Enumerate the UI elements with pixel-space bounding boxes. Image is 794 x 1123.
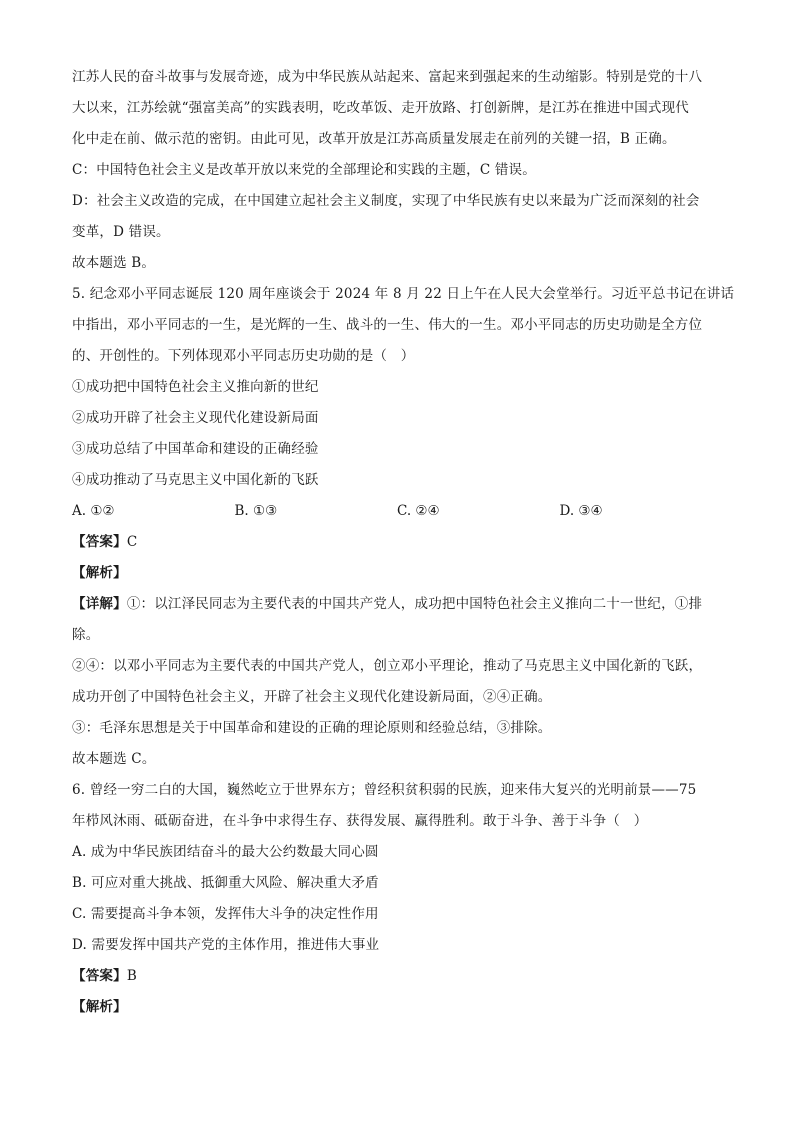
text-line: D：社会主义改造的完成，在中国建立起社会主义制度，实现了中华民族有史以来最为广泛而深刻的社会 [72,193,700,209]
statement-item: ①成功把中国特色社会主义推向新的世纪 [72,379,319,395]
text-line: 成功开创了中国特色社会主义，开辟了社会主义现代化建设新局面，②④正确。 [72,689,552,705]
analysis-label: 【解析】 [72,565,127,581]
previous-question-explanation [72,62,722,279]
detail-label: 【详解】 [72,596,127,612]
option-b: B. ①③ [234,503,278,519]
answer-label: 【答案】 [72,534,127,550]
text-line: 江苏人民的奋斗故事与发展奇迹，成为中华民族从站起来、富起来到强起来的生动缩影。特别是党的十八 [72,69,703,85]
analysis-line [72,558,722,589]
text-line: ③：毛泽东思想是关于中国革命和建设的正确的理论原则和经验总结，③排除。 [72,720,552,736]
text-line: 变革，D 错误。 [72,224,170,240]
text-line: 大以来，江苏绘就“强富美高”的实践表明，吃改革饭、走开放路、打创新牌，是江苏在推进中国式现代 [72,100,690,116]
question-stem-line: 年栉风沐雨、砥砺奋进，在斗争中求得生存、获得发展、赢得胜利。敢于斗争、善于斗争（ ） [72,813,648,829]
detail-text: ①：以江泽民同志为主要代表的中国共产党人，成功把中国特色社会主义推向二十一世纪，①排 [126,596,703,612]
analysis-line [72,992,722,1023]
text-line: 故本题选 B。 [72,255,156,271]
statement-item: ②成功开辟了社会主义现代化建设新局面 [72,410,319,426]
text-line: 除。 [72,627,100,643]
answer-value: B [126,968,137,984]
answer-value: C [126,534,138,550]
question-6 [72,775,722,1023]
text-line: C：中国特色社会主义是改革开放以来党的全部理论和实践的主题，C 错误。 [72,162,536,178]
option-d: D. ③④ [559,503,603,519]
text-line: 化中走在前、做示范的密钥。由此可见，改革开放是江苏高质量发展走在前列的关键一招，B 正确。 [72,131,676,147]
option-c: C. ②④ [397,503,440,519]
analysis-label: 【解析】 [72,999,127,1015]
question-stem-line: 5. 纪念邓小平同志诞辰 120 周年座谈会于 2024 年 8 月 22 日上午在人民大会堂举行。习近平总书记在讲话 [72,286,735,302]
statement-item: ③成功总结了中国革命和建设的正确经验 [72,441,319,457]
option-c: C. 需要提高斗争本领，发挥伟大斗争的决定性作用 [72,906,379,922]
option-b: B. 可应对重大挑战、抵御重大风险、解决重大矛盾 [72,875,379,891]
question-stem-line: 中指出，邓小平同志的一生，是光辉的一生、战斗的一生、伟大的一生。邓小平同志的历史功勋是全方位 [72,317,703,333]
option-a: A. ①② [72,503,115,519]
option-d: D. 需要发挥中国共产党的主体作用，推进伟大事业 [72,937,380,953]
document-page [72,62,735,1023]
option-a: A. 成为中华民族团结奋斗的最大公约数最大同心圆 [72,844,379,860]
text-line: 故本题选 C。 [72,751,156,767]
answer-label: 【答案】 [72,968,127,984]
question-5 [72,279,735,775]
detail-line [72,589,722,620]
answer-options [72,496,722,527]
text-line: ②④：以邓小平同志为主要代表的中国共产党人，创立邓小平理论，推动了马克思主义中国化新的飞跃， [72,658,703,674]
answer-line [72,961,722,992]
answer-line [72,527,722,558]
question-stem-line: 6. 曾经一穷二白的大国，巍然屹立于世界东方；曾经积贫积弱的民族，迎来伟大复兴的光明前景——75 [72,782,697,798]
statement-item: ④成功推动了马克思主义中国化新的飞跃 [72,472,319,488]
question-stem-line: 的、开创性的。下列体现邓小平同志历史功勋的是（ ） [72,348,415,364]
